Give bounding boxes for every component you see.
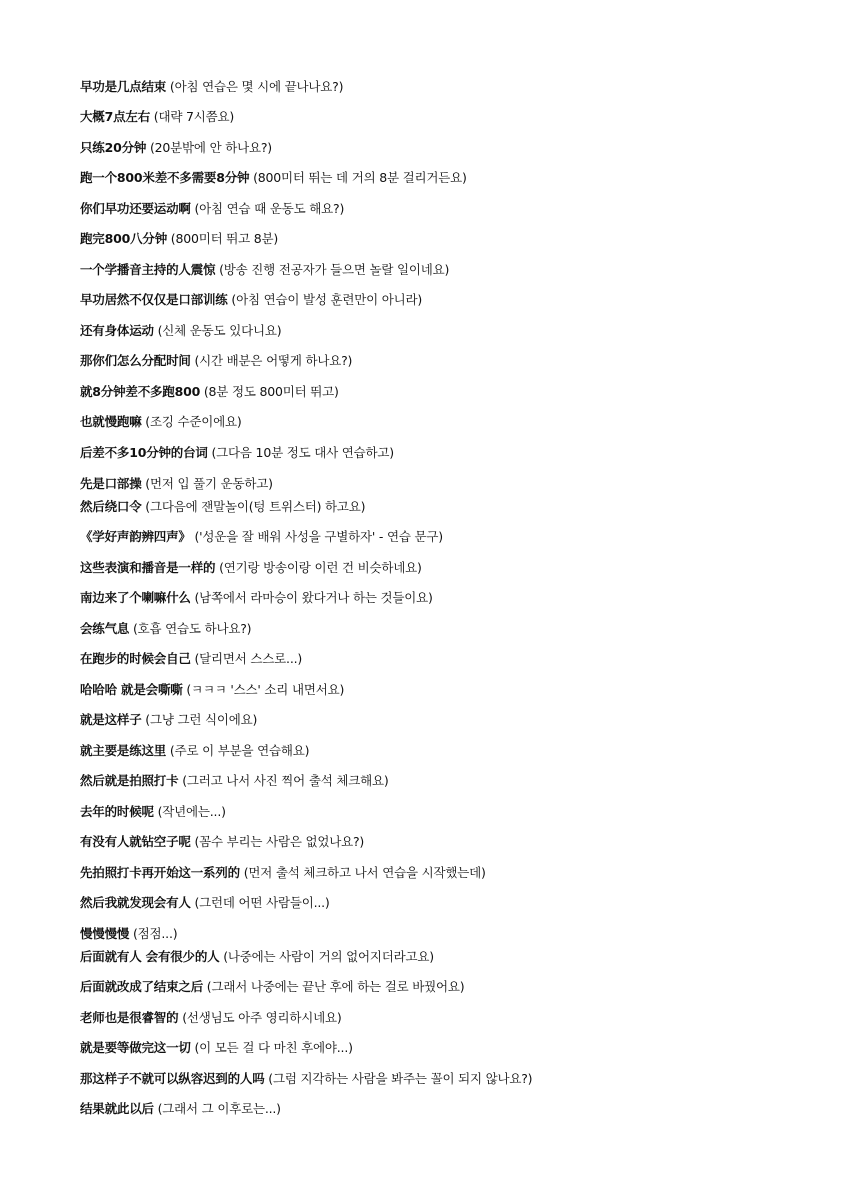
chinese-text: 然后我就发现会有人 — [80, 895, 191, 910]
korean-translation: (대략 7시쯤요) — [153, 109, 235, 124]
chinese-text: 南边来了个喇嘛什么 — [80, 590, 191, 605]
transcript-line — [80, 261, 449, 279]
transcript-line — [80, 833, 364, 851]
chinese-text: 先是口部操 — [80, 476, 142, 491]
transcript-line — [80, 948, 434, 966]
transcript-line — [80, 864, 486, 882]
chinese-text: 后面就改成了结束之后 — [80, 979, 204, 994]
transcript-line — [80, 1070, 532, 1088]
korean-translation: (신체 운동도 있다니요) — [157, 323, 282, 338]
chinese-text: 也就慢跑嘛 — [80, 414, 142, 429]
transcript-line — [80, 742, 309, 760]
transcript-line — [80, 169, 467, 187]
transcript-line — [80, 200, 344, 218]
transcript-line — [80, 413, 242, 431]
transcript-line — [80, 230, 278, 248]
korean-translation: (8분 정도 800미터 뛰고) — [203, 384, 339, 399]
chinese-text: 你们早功还要运动啊 — [80, 201, 191, 216]
korean-translation: (그래서 그 이후로는...) — [157, 1101, 281, 1116]
chinese-text: 会练气息 — [80, 621, 130, 636]
chinese-text: 还有身体运动 — [80, 323, 154, 338]
korean-translation: (먼저 출석 체크하고 나서 연습을 시작했는데) — [243, 865, 486, 880]
korean-translation: (아침 연습 때 운동도 해요?) — [194, 201, 345, 216]
chinese-text: 先拍照打卡再开始这一系列的 — [80, 865, 240, 880]
transcript-line — [80, 528, 443, 546]
korean-translation: (주로 이 부분을 연습해요) — [169, 743, 310, 758]
chinese-text: 慢慢慢慢 — [80, 926, 130, 941]
transcript-line — [80, 978, 464, 996]
korean-translation: (달리면서 스스로...) — [194, 651, 303, 666]
transcript-line — [80, 291, 422, 309]
chinese-text: 结果就此以后 — [80, 1101, 154, 1116]
korean-translation: (그런데 어떤 사람들이...) — [194, 895, 330, 910]
chinese-text: 《学好声韵辨四声》 — [80, 529, 191, 544]
korean-translation: (작년에는...) — [157, 804, 226, 819]
transcript-line — [80, 620, 251, 638]
korean-translation: (그럼 지각하는 사람을 봐주는 꼴이 되지 않나요?) — [268, 1071, 533, 1086]
korean-translation: (800미터 뛰고 8분) — [170, 231, 279, 246]
korean-translation: (아침 연습이 발성 훈련만이 아니라) — [231, 292, 423, 307]
chinese-text: 哈哈哈 就是会嘶嘶 — [80, 682, 183, 697]
transcript-line — [80, 322, 281, 340]
chinese-text: 大概7点左右 — [80, 109, 150, 124]
transcript-line — [80, 1039, 353, 1057]
transcript-line — [80, 711, 257, 729]
chinese-text: 一个学播音主持的人震惊 — [80, 262, 216, 277]
chinese-text: 在跑步的时候会自己 — [80, 651, 191, 666]
transcript-line — [80, 1100, 281, 1118]
chinese-text: 早功居然不仅仅是口部训练 — [80, 292, 228, 307]
transcript-line — [80, 772, 389, 790]
transcript-line — [80, 559, 422, 577]
korean-translation: (먼저 입 풀기 운동하고) — [145, 476, 273, 491]
chinese-text: 那你们怎么分配时间 — [80, 353, 191, 368]
transcript-line — [80, 108, 234, 126]
transcript-line — [80, 139, 272, 157]
korean-translation: (이 모든 걸 다 마친 후에야...) — [194, 1040, 353, 1055]
korean-translation: (꼼수 부리는 사람은 없었나요?) — [194, 834, 365, 849]
korean-translation: ('성운을 잘 배워 사성을 구별하자' - 연습 문구) — [194, 529, 443, 544]
korean-translation: (아침 연습은 몇 시에 끝나나요?) — [169, 79, 344, 94]
korean-translation: (20분밖에 안 하나요?) — [149, 140, 272, 155]
transcript-line — [80, 650, 302, 668]
chinese-text: 就主要是练这里 — [80, 743, 167, 758]
korean-translation: (그다음 10분 정도 대사 연습하고) — [211, 445, 394, 460]
korean-translation: (그다음에 잰말놀이(텅 트위스터) 하고요) — [145, 499, 366, 514]
transcript-line — [80, 589, 433, 607]
chinese-text: 然后就是拍照打卡 — [80, 773, 179, 788]
korean-translation: (그러고 나서 사진 찍어 출석 체크해요) — [182, 773, 389, 788]
transcript-line — [80, 925, 177, 943]
korean-translation: (방송 진행 전공자가 들으면 놀랄 일이네요) — [219, 262, 450, 277]
chinese-text: 那这样子不就可以纵容迟到的人吗 — [80, 1071, 265, 1086]
chinese-text: 早功是几点结束 — [80, 79, 167, 94]
korean-translation: (남쪽에서 라마승이 왔다거나 하는 것들이요) — [194, 590, 433, 605]
korean-translation: (연기랑 방송이랑 이런 건 비슷하네요) — [219, 560, 422, 575]
transcript-line — [80, 498, 365, 516]
korean-translation: (그냥 그런 식이에요) — [145, 712, 258, 727]
korean-translation: (800미터 뛰는 데 거의 8분 걸리거든요) — [253, 170, 467, 185]
chinese-text: 去年的时候呢 — [80, 804, 154, 819]
chinese-text: 然后绕口令 — [80, 499, 142, 514]
transcript-line — [80, 78, 343, 96]
chinese-text: 这些表演和播音是一样的 — [80, 560, 216, 575]
korean-translation: (나중에는 사람이 거의 없어지더라고요) — [223, 949, 434, 964]
korean-translation: (선생님도 아주 영리하시네요) — [182, 1010, 342, 1025]
transcript-line — [80, 803, 226, 821]
transcript-line — [80, 1009, 342, 1027]
chinese-text: 就是这样子 — [80, 712, 142, 727]
korean-translation: (조깅 수준이에요) — [145, 414, 242, 429]
chinese-text: 后差不多10分钟的台词 — [80, 445, 208, 460]
transcript-line — [80, 894, 330, 912]
korean-translation: (호흡 연습도 하나요?) — [132, 621, 252, 636]
transcript-line — [80, 681, 344, 699]
transcript-line — [80, 475, 273, 493]
chinese-text: 跑完800八分钟 — [80, 231, 167, 246]
chinese-text: 就8分钟差不多跑800 — [80, 384, 201, 399]
chinese-text: 有没有人就钻空子呢 — [80, 834, 191, 849]
chinese-text: 跑一个800米差不多需要8分钟 — [80, 170, 250, 185]
chinese-text: 只练20分钟 — [80, 140, 147, 155]
chinese-text: 后面就有人 会有很少的人 — [80, 949, 220, 964]
transcript-line — [80, 444, 394, 462]
chinese-text: 老师也是很睿智的 — [80, 1010, 179, 1025]
korean-translation: (ㅋㅋㅋ '스스' 소리 내면서요) — [186, 682, 345, 697]
transcript-line — [80, 352, 352, 370]
korean-translation: (점점...) — [132, 926, 178, 941]
chinese-text: 就是要等做完这一切 — [80, 1040, 191, 1055]
korean-translation: (시간 배분은 어떻게 하나요?) — [194, 353, 353, 368]
korean-translation: (그래서 나중에는 끝난 후에 하는 걸로 바꿨어요) — [206, 979, 465, 994]
transcript-line — [80, 383, 339, 401]
